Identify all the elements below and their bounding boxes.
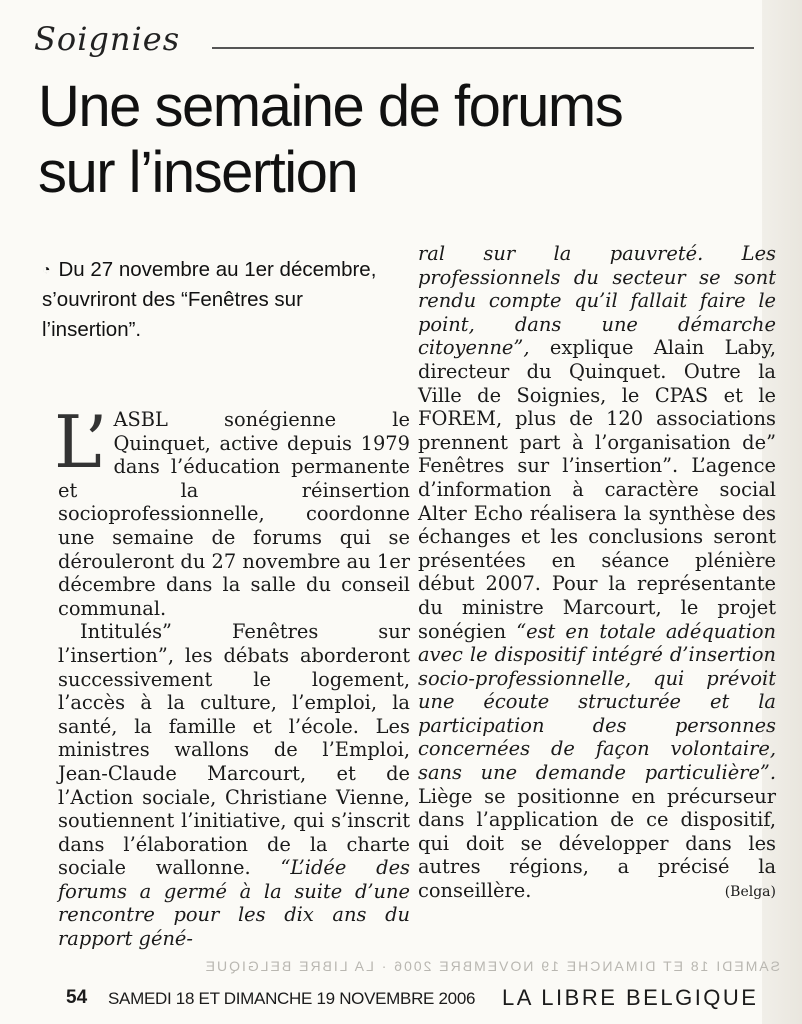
bleed-through-text: SAMEDI 18 ET DIMANCHE 19 NOVEMBRE 2006 · LA LIBRE BELGIQUE — [203, 958, 780, 974]
quote-end: ral sur la pauvreté. Les professionnels du secteur se sont rendu compte qu’il fallait faire le point, dans une démarche citoyenne”, — [418, 242, 776, 360]
article-column-left — [54, 400, 410, 951]
page-number: 54 — [66, 987, 88, 1008]
section-name: Soignies — [34, 20, 181, 58]
quote-ministry: “est en totale adéquation avec le dispositif intégré d’insertion socio-professionnelle, qui prévoit une écoute structurée et la participation des personnes concernées de façon volontaire, sans une demande particulière”. — [418, 619, 776, 785]
paragraph-debates — [58, 620, 410, 950]
chapo-text: Du 27 novembre au 1er décembre, s’ouvriront des “Fenêtres sur l’insertion”. — [42, 258, 377, 341]
headline-line-2: sur l’insertion — [38, 140, 358, 205]
dropcap: L’ — [54, 400, 108, 484]
newspaper-name: LA LIBRE BELGIQUE — [502, 985, 759, 1010]
date-line: SAMEDI 18 ET DIMANCHE 19 NOVEMBRE 2006 — [108, 989, 476, 1008]
paragraph-intro-text: ASBL sonégienne le Quinquet, active depuis 1979 dans l’éducation permanente et la réinsertion socioprofessionnelle, coordonne une semaine de forums qui se dérouleront du 27 novembre au 1er décembre dans la salle du conseil communal. — [58, 408, 410, 620]
headline-line-1: Une semaine de forums — [38, 74, 623, 139]
bullet-icon: ◔ — [42, 261, 51, 277]
paragraph-continuation — [418, 242, 776, 903]
article-column-right — [418, 242, 776, 905]
paragraph-intro — [54, 400, 410, 620]
paragraph-laby-text: explique Alain Laby, directeur du Quinquet. Outre la Ville de Soignies, le CPAS et le FOREM, plus de 120 associations prennent part à l’organisation de” Fenêtres sur l’insertion”. L’agence d’information à caractère social Alter Echo réalisera la synthèse des échanges et les conclusions seront présentées en séance plénière début 2007. Pour la représentante du ministre Marcourt, le projet sonégien — [418, 336, 777, 643]
section-header — [34, 20, 754, 60]
paragraph-debates-text: Intitulés” Fenêtres sur l’insertion”, les débats aborderont successivement le logement, l’accès à la culture, l’emploi, la santé, la famille et l’école. Les ministres wallons de l’Emploi, Jean-Claude Marcourt, et de l’Action sociale, Christiane Vienne, soutiennent l’initiative, qui s’inscrit dans l’élaboration de la charte sociale wallonne. — [58, 620, 410, 880]
source-credit: (Belga) — [724, 884, 776, 901]
paragraph-liege-text: Liège se positionne en précurseur dans l’application de ce dispositif, qui doit se développer dans les autres régions, a précisé la conseillère. — [418, 784, 776, 903]
page-footer — [66, 983, 796, 1013]
section-rule — [212, 47, 754, 49]
chapo — [42, 254, 402, 345]
headline — [38, 74, 768, 206]
quote-start: “L’idée des forums a germé à la suite d’une rencontre pour les dix ans du rapport géné- — [58, 856, 410, 951]
